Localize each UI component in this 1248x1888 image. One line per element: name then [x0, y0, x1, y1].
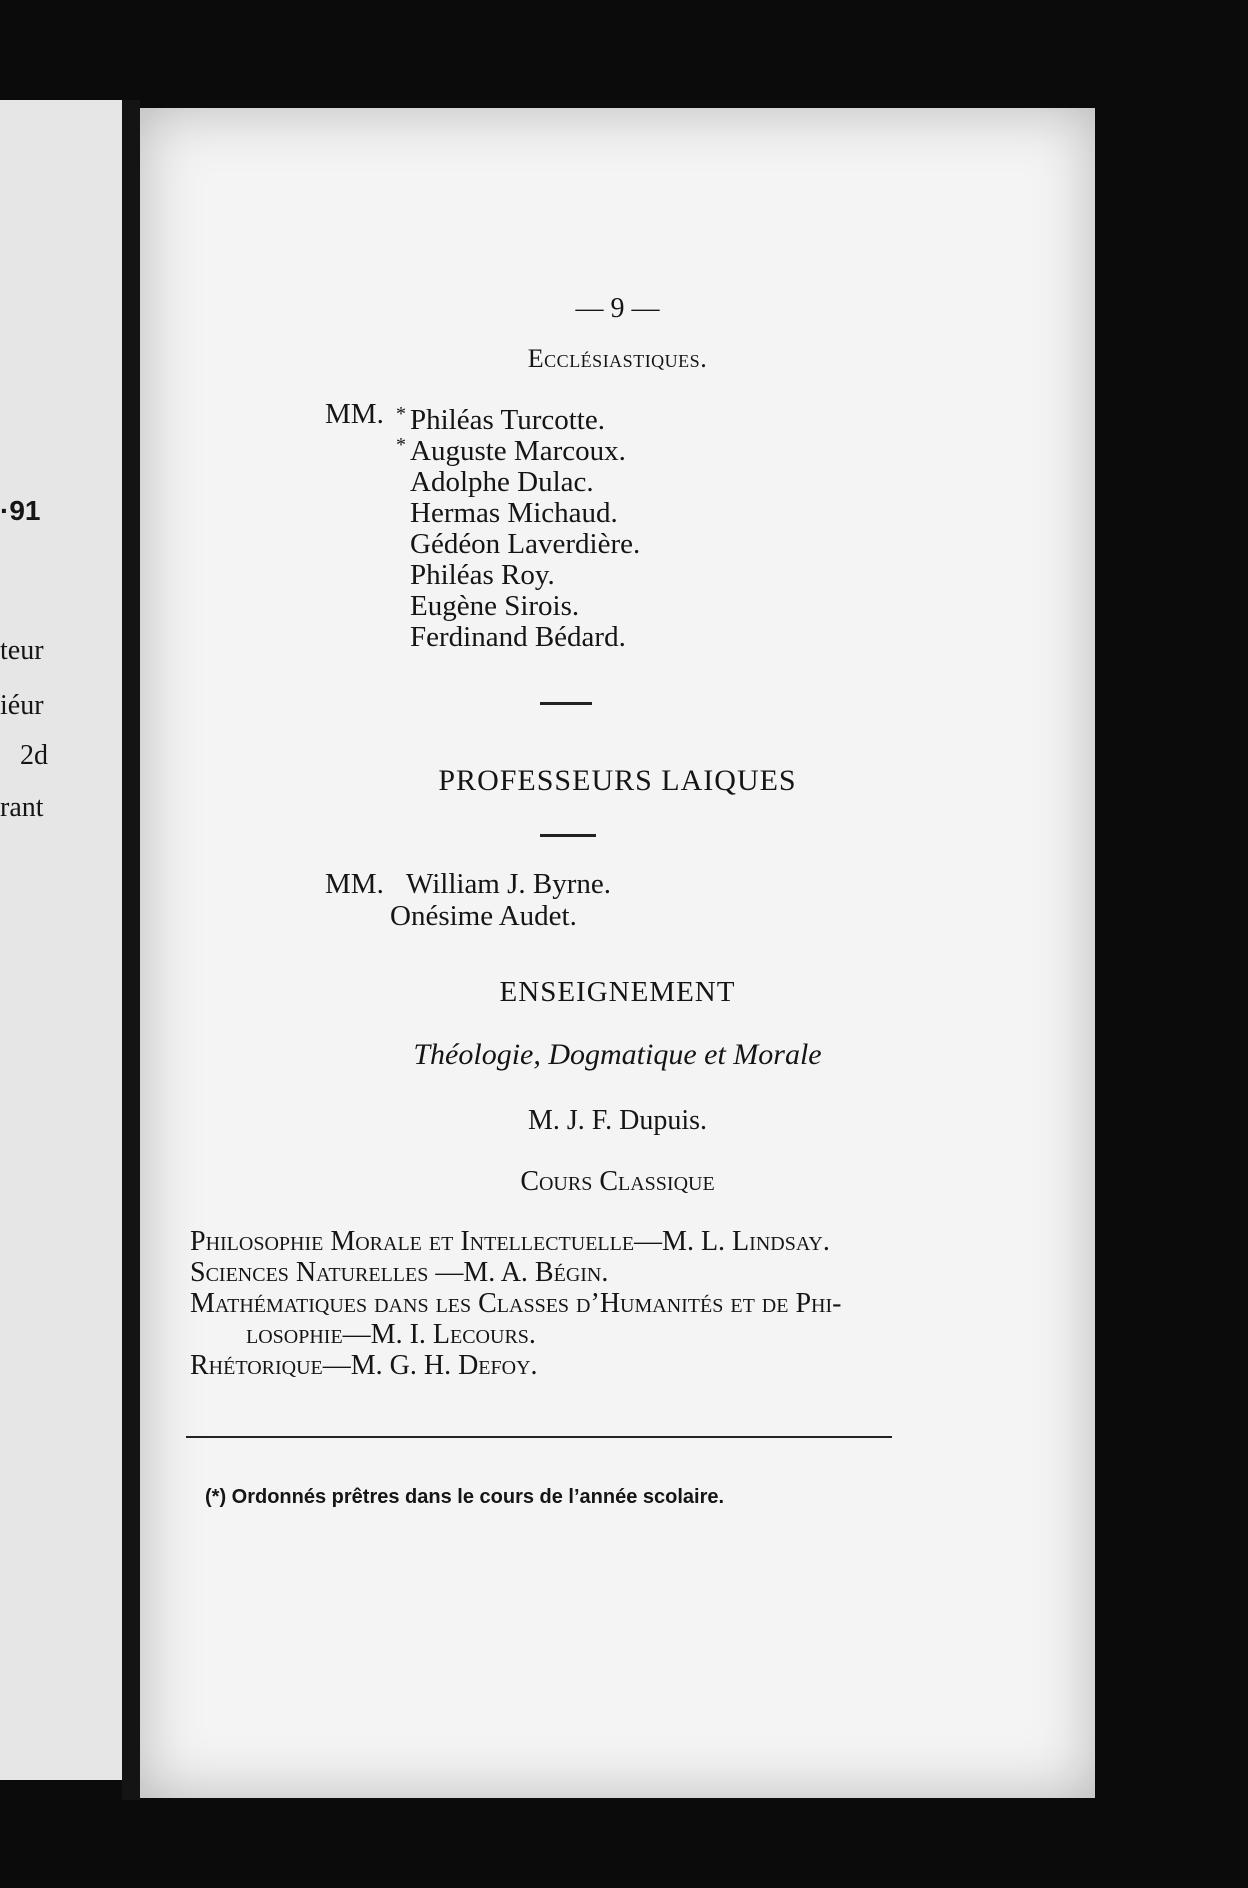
footnote-rule: [186, 1436, 892, 1438]
subject-title: Théologie, Dogmatique et Morale: [413, 1038, 822, 1071]
list-item: Onésime Audet.: [390, 900, 577, 932]
course-line: Philosophie Morale et Intellectuelle—M. L. Lindsay.: [190, 1226, 830, 1257]
section-heading-laiques: PROFESSEURS LAIQUES: [438, 764, 797, 797]
person-name: Philéas Roy.: [410, 559, 555, 591]
footnote: (*) Ordonnés prêtres dans le cours de l’année scolaire.: [205, 1486, 725, 1508]
facing-page-fragment: [0, 100, 122, 1780]
names-prefix: MM.: [325, 868, 384, 900]
section-heading-ecclesiastiques: Ecclésiastiques.: [527, 344, 708, 373]
cours-classique-heading: Cours Classique: [520, 1166, 715, 1197]
person-name: Hermas Michaud.: [410, 497, 618, 529]
laiques-list: [390, 868, 611, 932]
person-name: Eugène Sirois.: [410, 590, 580, 622]
list-item: William J. Byrne.: [406, 868, 612, 900]
page-number: — 9 —: [575, 293, 660, 324]
facing-page-text: 2d: [20, 740, 48, 771]
person-name: Gédéon Laverdière.: [410, 528, 641, 560]
section-heading-enseignement: ENSEIGNEMENT: [499, 976, 736, 1008]
footnote-mark: *: [396, 403, 406, 425]
names-prefix: MM.: [325, 398, 384, 430]
ecclesiastiques-list: [396, 403, 641, 653]
list-item: [410, 498, 640, 529]
teacher-name: M. J. F. Dupuis.: [527, 1105, 708, 1136]
book-gutter: [122, 100, 140, 1800]
facing-page-text: ·91: [0, 495, 41, 526]
person-name: Philéas Turcotte.: [410, 404, 605, 436]
course-line: Mathématiques dans les Classes d’Humanités et de Phi-: [190, 1288, 842, 1319]
facing-page-text: rant: [0, 792, 44, 823]
course-line: Rhétorique—M. G. H. Defoy.: [190, 1350, 538, 1381]
course-line: Sciences Naturelles —M. A. Bégin.: [190, 1257, 609, 1288]
list-item: [410, 622, 640, 653]
course-list: [190, 1226, 841, 1381]
list-item: [396, 403, 640, 436]
section-divider: [540, 702, 592, 705]
person-name: Ferdinand Bédard.: [410, 621, 626, 653]
person-name: Adolphe Dulac.: [410, 466, 594, 498]
facing-page-text: teur: [0, 635, 44, 666]
person-name: Auguste Marcoux.: [410, 435, 626, 467]
list-item: [410, 560, 640, 591]
list-item: [410, 591, 640, 622]
list-item: [396, 434, 640, 467]
book-page: [140, 108, 1095, 1798]
list-item: [410, 467, 640, 498]
facing-page-text: iéur: [0, 690, 44, 721]
list-item: [410, 529, 640, 560]
footnote-mark: *: [396, 434, 406, 456]
course-line: losophie—M. I. Lecours.: [246, 1319, 536, 1350]
section-divider: [540, 834, 596, 837]
